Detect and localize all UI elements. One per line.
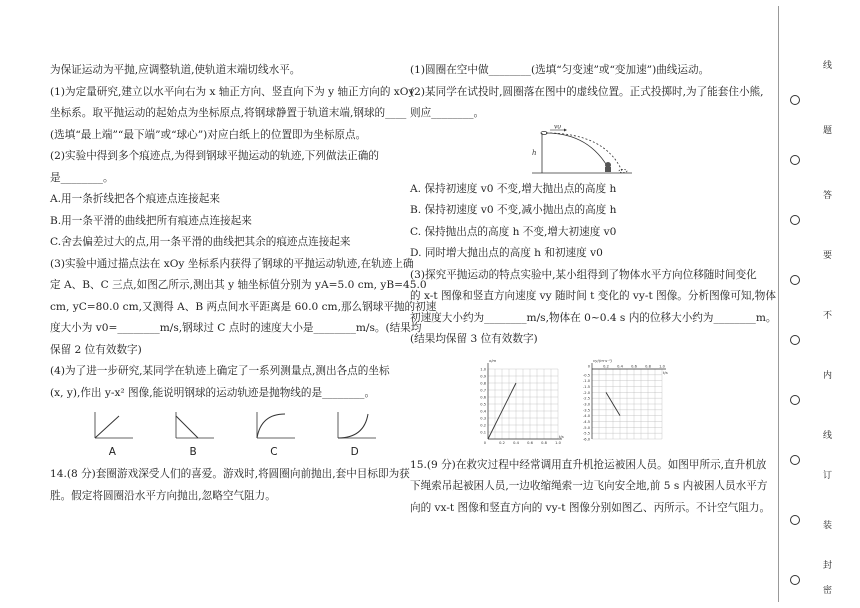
question-14: 14.(8 分)套圈游戏深受人们的喜爱。游戏时,将圆圈向前抛出,套中目标即为获 xyxy=(50,468,410,480)
y-tick-label: -6.0 xyxy=(582,437,590,441)
origin-label: 0 xyxy=(587,364,590,368)
binding-hole-icon xyxy=(790,575,800,585)
binding-mark: 封 xyxy=(821,560,831,569)
option-label: D xyxy=(350,446,359,458)
binding-hole-icon xyxy=(790,95,800,105)
y-tick-label: 0.4 xyxy=(480,409,486,413)
y-tick-label: -2.0 xyxy=(582,390,590,395)
question-15: 15.(9 分)在救灾过程中经常调用直升机抢运被困人员。如图甲所示,直升机放 xyxy=(410,458,767,471)
text-line: 坐标系。取平抛运动的起始点为坐标原点,将钢球静置于轨道末端,钢球的____ xyxy=(50,107,407,119)
question-15-cont: 向的 vx-t 图像和竖直方向的 vy-t 图像分别如图乙、丙所示。不计空气阻力。 xyxy=(410,501,771,514)
binding-hole-icon xyxy=(790,275,800,285)
y-tick-label: -3.5 xyxy=(582,407,590,412)
x-tick-label: 1.0 xyxy=(659,364,665,368)
option-line: B.用一条平滑的曲线把所有痕迹点连接起来 xyxy=(50,214,252,227)
binding-hole-icon xyxy=(790,335,800,345)
y-tick-label: 0.5 xyxy=(480,402,486,406)
y-tick-label: 0.8 xyxy=(480,381,486,385)
binding-mark: 题 xyxy=(821,125,831,134)
binding-hole-icon xyxy=(790,515,800,525)
graph-option-d xyxy=(314,408,395,460)
y-tick-label: 0.2 xyxy=(480,423,486,427)
graph-option-c xyxy=(234,408,315,460)
question-14-cont: 胜。假定将圆圈沿水平方向抛出,忽略空气阻力。 xyxy=(50,489,276,502)
binding-mark: 内 xyxy=(821,370,831,379)
y-tick-label: 0.1 xyxy=(480,430,486,434)
binding-hole-icon xyxy=(790,215,800,225)
vy-t-chart xyxy=(574,359,672,447)
text-line: (3)实验中通过描点法在 xOy 坐标系内获得了钢球的平抛运动轨迹,在轨迹上确 xyxy=(50,257,414,270)
text-line: 度大小为 v0=________m/s,钢球过 C 点时的速度大小是________m/s。(结果均 xyxy=(50,322,422,334)
y-tick-label: -2.5 xyxy=(582,396,590,401)
charts-row xyxy=(470,359,760,447)
x-tick-label: 0.6 xyxy=(527,440,533,445)
y-tick-label: 1.0 xyxy=(480,367,486,371)
binding-hole-icon xyxy=(790,395,800,405)
text-line: 为保证运动为平抛,应调整轨道,使轨道末端切线水平。 xyxy=(50,64,301,76)
y-tick-label: -1.5 xyxy=(582,384,590,389)
binding-mark: 线 xyxy=(821,430,831,439)
binding-mark: 要 xyxy=(821,250,831,259)
y-tick-label: 0.9 xyxy=(480,374,486,378)
text-line: (3)探究平抛运动的特点实验中,某小组得到了物体水平方向位移随时间变化 xyxy=(410,268,757,281)
text-line: cm, yC=80.0 cm,又测得 A、B 两点间水平距离是 60.0 cm,那么钢球平抛的初速 xyxy=(50,300,437,313)
x-tick-label: 0.6 xyxy=(631,364,637,368)
text-line: (x, y),作出 y-x² 图像,能说明钢球的运动轨迹是抛物线的是________。 xyxy=(50,386,376,399)
choice-d: D. 同时增大抛出点的高度 h 和初速度 v0 xyxy=(410,247,603,259)
choice-c: C. 保持抛出点的高度 h 不变,增大初速度 v0 xyxy=(410,225,617,238)
x-axis-label: t/s xyxy=(663,369,668,375)
left-column xyxy=(50,60,437,507)
y-tick-label: -5.5 xyxy=(582,431,590,436)
v0-label: v0 xyxy=(554,124,562,130)
y-tick-label: 0.6 xyxy=(480,395,486,399)
x-tick-label: 0.8 xyxy=(541,440,547,445)
text-line: 初速度大小约为________m/s,物体在 0~0.4 s 内的位移大小约为________m。 xyxy=(410,311,777,324)
ring-toss-figure xyxy=(520,125,760,179)
text-line: (2)实验中得到多个痕迹点,为得到钢球平抛运动的轨迹,下列做法正确的 xyxy=(50,150,379,162)
binding-hole-icon xyxy=(790,155,800,165)
x-tick-label: 0.2 xyxy=(499,440,505,445)
y-tick-label: -4.0 xyxy=(582,413,590,418)
binding-mark: 订 xyxy=(821,470,831,479)
text-line: (2)某同学在试投时,圆圈落在图中的虚线位置。正式投掷时,为了能套住小熊, xyxy=(410,85,764,98)
right-column xyxy=(410,60,777,519)
option-line: C.舍去偏差过大的点,用一条平滑的曲线把其余的痕迹点连接起来 xyxy=(50,236,351,248)
text-line: (结果均保留 3 位有效数字) xyxy=(410,333,538,345)
ring-toss-diagram xyxy=(520,125,640,179)
option-label: A xyxy=(108,446,116,458)
binding-mark: 不 xyxy=(821,310,831,319)
graph-options xyxy=(72,408,395,460)
graph-b-falling-icon xyxy=(168,408,218,444)
y-tick-label: -4.5 xyxy=(582,419,590,424)
h-label: h xyxy=(532,148,537,157)
y-tick-label: -3.0 xyxy=(582,402,590,406)
text-line: 定 A、B、C 三点,如图乙所示,测出其 y 轴坐标值分别为 yA=5.0 cm, yB=45.0 xyxy=(50,279,427,291)
text-line: (选填“最上端”“最下端”或“球心”)对应白纸上的位置即为坐标原点。 xyxy=(50,128,367,141)
y-tick-label: 0.7 xyxy=(480,388,486,392)
text-line: (4)为了进一步研究,某同学在轨迹上确定了一系列测量点,测出各点的坐标 xyxy=(50,365,390,377)
x-t-chart xyxy=(470,359,568,447)
origin-label: 0 xyxy=(483,440,486,445)
text-line: 是________。 xyxy=(50,171,114,184)
y-axis-label: x/m xyxy=(489,358,497,363)
y-axis-label: vy/(m·s⁻¹) xyxy=(593,358,613,363)
x-tick-label: 1.0 xyxy=(555,440,561,445)
text-line: 则应________。 xyxy=(410,107,485,119)
x-tick-label: 0.8 xyxy=(645,364,651,368)
x-tick-label: 0.2 xyxy=(603,364,609,368)
graph-c-concave-icon xyxy=(249,408,299,444)
graph-d-convex-icon xyxy=(330,408,380,444)
binding-mark: 密 xyxy=(821,585,831,594)
option-line: A.用一条折线把各个痕迹点连接起来 xyxy=(50,193,220,205)
text-line: (1)圆圈在空中做________(选填“匀变速”或“变加速”)曲线运动。 xyxy=(410,64,710,76)
choice-b: B. 保持初速度 v0 不变,减小抛出点的高度 h xyxy=(410,204,617,216)
x-tick-label: 0.4 xyxy=(617,364,623,368)
option-label: C xyxy=(270,446,278,458)
graph-option-b xyxy=(153,408,234,460)
text-line: 保留 2 位有效数字) xyxy=(50,343,142,356)
option-label: B xyxy=(189,446,197,458)
bear-icon xyxy=(605,162,611,172)
graph-a-straight-icon xyxy=(87,408,137,444)
binding-line xyxy=(778,6,779,602)
choice-a: A. 保持初速度 v0 不变,增大抛出点的高度 h xyxy=(410,182,617,195)
x-tick-label: 0.4 xyxy=(513,440,519,445)
text-line: 的 x-t 图像和竖直方向速度 vy 随时间 t 变化的 vy-t 图像。分析图像可知,物体 xyxy=(410,290,776,302)
y-tick-label: -5.0 xyxy=(582,425,590,430)
binding-hole-icon xyxy=(790,455,800,465)
x-axis-label: t/s xyxy=(559,433,564,439)
question-15-cont: 下绳索吊起被困人员,一边收缩绳索一边飞向安全地,前 5 s 内被困人员水平方 xyxy=(410,480,768,492)
binding-mark: 线 xyxy=(821,60,831,69)
binding-mark: 答 xyxy=(821,190,831,199)
y-tick-label: -0.5 xyxy=(582,372,590,377)
y-tick-label: 0.3 xyxy=(480,416,486,420)
graph-option-a xyxy=(72,408,153,460)
y-tick-label: -1.0 xyxy=(582,378,590,383)
binding-mark: 装 xyxy=(821,520,831,529)
text-line: (1)为定量研究,建立以水平向右为 x 轴正方向、竖直向下为 y 轴正方向的 xOy xyxy=(50,85,415,98)
